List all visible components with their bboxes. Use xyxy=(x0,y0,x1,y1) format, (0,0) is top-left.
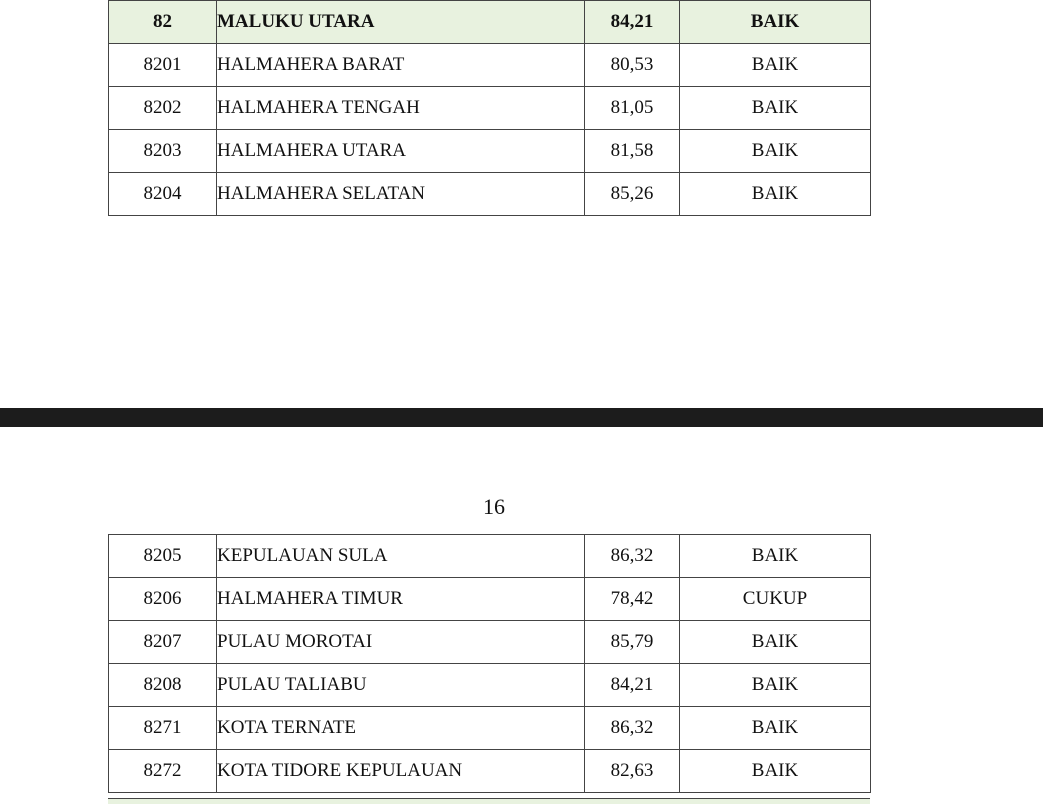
region-code: 8271 xyxy=(109,707,217,750)
region-score: 86,32 xyxy=(585,535,680,578)
table-row xyxy=(109,44,871,87)
region-score: 84,21 xyxy=(585,664,680,707)
region-code: 82 xyxy=(109,1,217,44)
region-score-table-bottom xyxy=(108,534,871,793)
page-number: 16 xyxy=(483,494,505,519)
region-name: KOTA TERNATE xyxy=(217,707,585,750)
region-code: 8202 xyxy=(109,87,217,130)
region-category: BAIK xyxy=(680,130,871,173)
region-category: BAIK xyxy=(680,621,871,664)
region-code: 8272 xyxy=(109,750,217,793)
table-row xyxy=(109,750,871,793)
region-score-table-top xyxy=(108,0,871,216)
region-category: BAIK xyxy=(680,707,871,750)
region-category: BAIK xyxy=(680,750,871,793)
table-row xyxy=(109,578,871,621)
table-row xyxy=(109,621,871,664)
region-name: HALMAHERA TENGAH xyxy=(217,87,585,130)
region-code: 8203 xyxy=(109,130,217,173)
region-category: BAIK xyxy=(680,173,871,216)
region-score: 85,26 xyxy=(585,173,680,216)
table-row xyxy=(109,87,871,130)
table-row xyxy=(109,535,871,578)
next-province-row-edge xyxy=(108,798,870,804)
region-name: HALMAHERA UTARA xyxy=(217,130,585,173)
region-score: 80,53 xyxy=(585,44,680,87)
region-name: MALUKU UTARA xyxy=(217,1,585,44)
region-category: CUKUP xyxy=(680,578,871,621)
region-code: 8204 xyxy=(109,173,217,216)
region-score: 82,63 xyxy=(585,750,680,793)
region-name: PULAU MOROTAI xyxy=(217,621,585,664)
region-score: 86,32 xyxy=(585,707,680,750)
region-category: BAIK xyxy=(680,535,871,578)
region-name: KOTA TIDORE KEPULAUAN xyxy=(217,750,585,793)
region-score: 84,21 xyxy=(585,1,680,44)
region-category: BAIK xyxy=(680,1,871,44)
region-score: 85,79 xyxy=(585,621,680,664)
table-row xyxy=(109,707,871,750)
region-name: KEPULAUAN SULA xyxy=(217,535,585,578)
region-category: BAIK xyxy=(680,87,871,130)
region-category: BAIK xyxy=(680,44,871,87)
region-score: 81,05 xyxy=(585,87,680,130)
region-code: 8207 xyxy=(109,621,217,664)
region-code: 8206 xyxy=(109,578,217,621)
table-row xyxy=(109,130,871,173)
region-score: 78,42 xyxy=(585,578,680,621)
region-name: HALMAHERA BARAT xyxy=(217,44,585,87)
region-code: 8208 xyxy=(109,664,217,707)
region-code: 8201 xyxy=(109,44,217,87)
region-name: HALMAHERA SELATAN xyxy=(217,173,585,216)
region-name: PULAU TALIABU xyxy=(217,664,585,707)
page-divider xyxy=(0,408,1043,427)
table-row xyxy=(109,173,871,216)
table-row xyxy=(109,664,871,707)
region-name: HALMAHERA TIMUR xyxy=(217,578,585,621)
region-category: BAIK xyxy=(680,664,871,707)
region-score: 81,58 xyxy=(585,130,680,173)
table-row-province xyxy=(109,1,871,44)
region-code: 8205 xyxy=(109,535,217,578)
